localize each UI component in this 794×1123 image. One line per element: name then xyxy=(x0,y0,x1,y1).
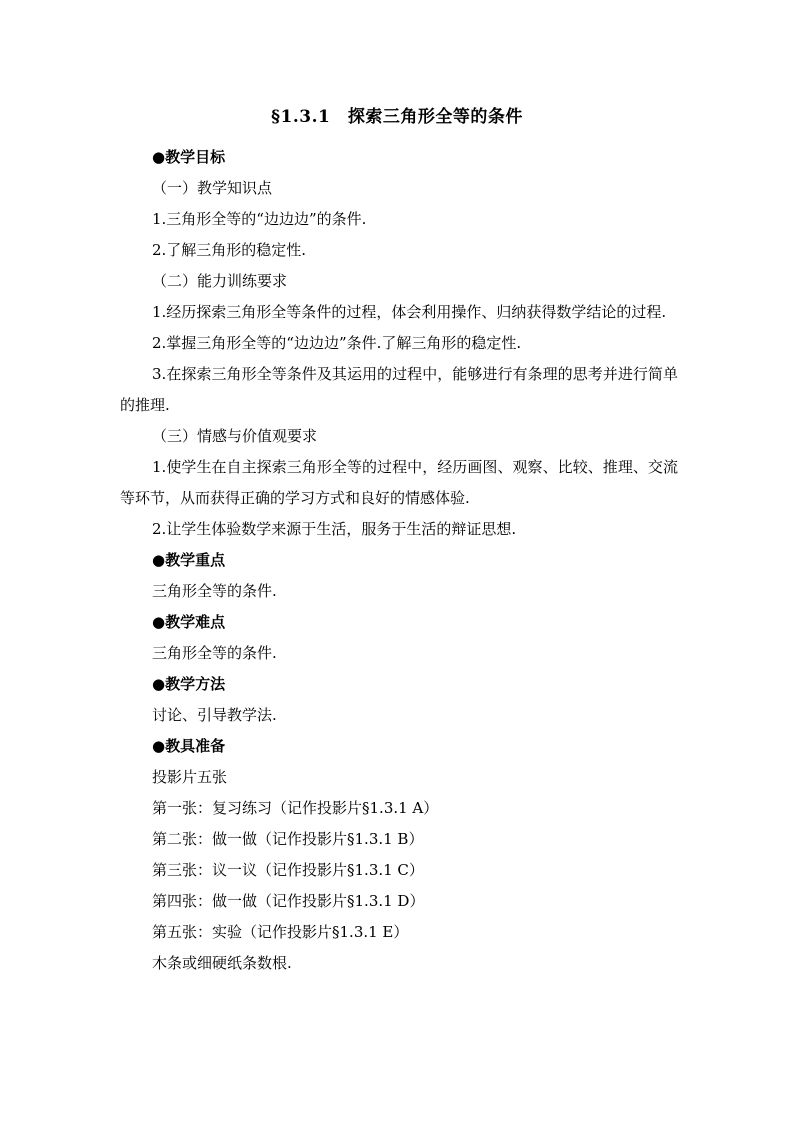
subsection-knowledge: （一）教学知识点 xyxy=(152,179,273,197)
paragraph: 3.在探索三角形全等条件及其运用的过程中，能够进行有条理的思考并进行简单的推理. xyxy=(120,365,678,414)
section-heading-key-points: ●教学重点 xyxy=(152,551,226,569)
paragraph: 木条或细硬纸条数根. xyxy=(152,954,292,972)
paragraph: 讨论、引导教学法. xyxy=(152,706,277,724)
document-title: §1.3.1 探索三角形全等的条件 xyxy=(271,107,523,127)
paragraph: 2.让学生体验数学来源于生活，服务于生活的辩证思想. xyxy=(152,520,517,538)
list-item: 第四张：做一做（记作投影片§1.3.1 D） xyxy=(152,892,425,910)
document-body xyxy=(120,142,678,979)
paragraph: 三角形全等的条件. xyxy=(152,644,277,662)
subsection-emotion: （三）情感与价值观要求 xyxy=(152,427,318,445)
list-item: 第一张：复习练习（记作投影片§1.3.1 A） xyxy=(152,799,439,817)
section-heading-materials: ●教具准备 xyxy=(152,737,226,755)
paragraph: 三角形全等的条件. xyxy=(152,582,277,600)
paragraph: 2.掌握三角形全等的“边边边”条件.了解三角形的稳定性. xyxy=(152,334,522,352)
section-heading-methods: ●教学方法 xyxy=(152,675,226,693)
paragraph: 1.经历探索三角形全等条件的过程，体会利用操作、归纳获得数学结论的过程. xyxy=(152,303,667,321)
list-item: 第五张：实验（记作投影片§1.3.1 E） xyxy=(152,923,409,941)
section-heading-difficulties: ●教学难点 xyxy=(152,613,226,631)
paragraph: 1.三角形全等的“边边边”的条件. xyxy=(152,210,367,228)
subsection-ability: （二）能力训练要求 xyxy=(152,272,288,290)
list-item: 第三张：议一议（记作投影片§1.3.1 C） xyxy=(152,861,424,879)
paragraph: 投影片五张 xyxy=(152,768,228,786)
list-item: 第二张：做一做（记作投影片§1.3.1 B） xyxy=(152,830,424,848)
paragraph: 1.使学生在自主探索三角形全等的过程中，经历画图、观察、比较、推理、交流等环节，从而获得正确的学习方式和良好的情感体验. xyxy=(120,458,678,507)
section-heading-objectives: ●教学目标 xyxy=(152,148,226,166)
paragraph: 2.了解三角形的稳定性. xyxy=(152,241,307,259)
